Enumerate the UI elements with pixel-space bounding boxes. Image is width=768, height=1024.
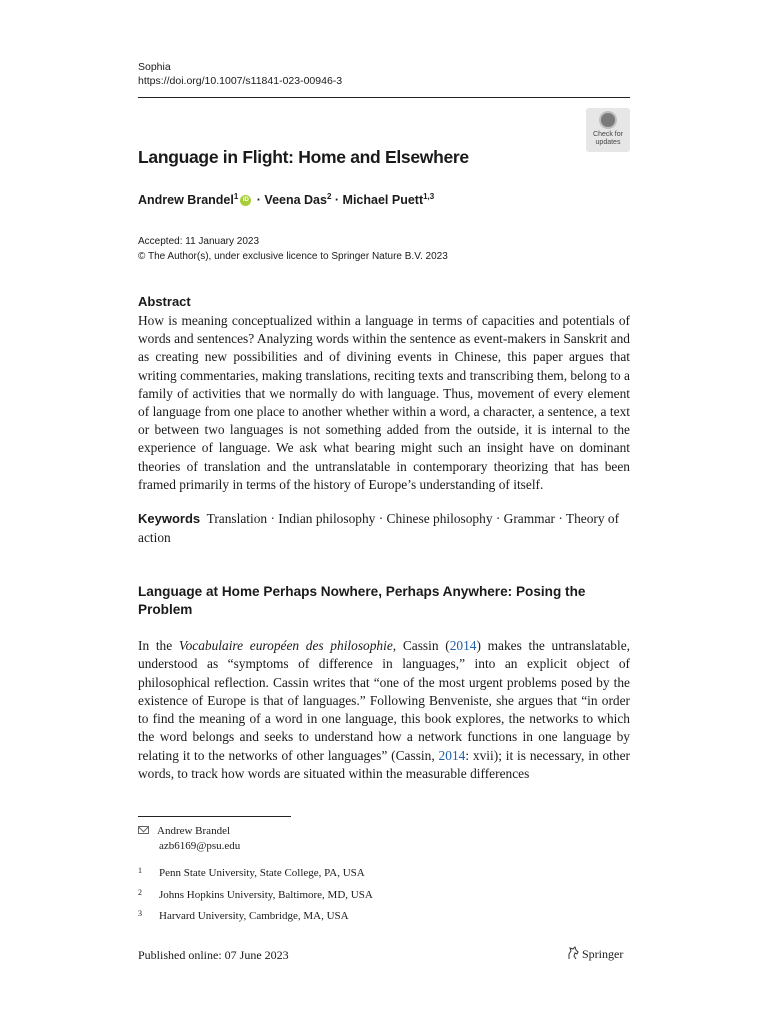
check-updates-line2: updates [595,138,621,146]
keywords [138,510,630,547]
affiliation-number: 2 [138,888,142,897]
article-title: Language in Flight: Home and Elsewhere [138,147,469,167]
contact-name: Andrew Brandel [157,825,231,837]
accepted-date: Accepted: 11 January 2023 [138,236,260,247]
publisher-name: Springer [582,947,624,961]
doi-link[interactable]: https://doi.org/10.1007/s11841-023-00946-3 [138,75,343,87]
affiliation-number: 3 [138,909,142,918]
abstract-text: How is meaning conceptualized within a language in terms of capacities and potentials of words and sentences? Analyzing words within the sentence as event-makers in Sanskrit and as creating new possibilities and of divining events in Chinese, this paper argues that writing commentaries, making translations, reciting texts and transcribing them, belong to a family of activities that we normally do with language. Thus, movement of every element of language from one place to another whether within a word, a character, a sentence, a text or between two languages is not something added from the outside, it is internal to the experience of language. We ask what bearing might such an insight have on dominant theories of translation and the untranslatable in contemporary theorizing that has been framed primarily in terms of the history of Europe’s understanding of itself. [138,313,630,492]
italic-title: Vocabulaire européen des philosophie [178,638,393,653]
author-separator: · [331,193,343,208]
corresponding-author [138,824,240,854]
journal-name: Sophia [138,61,171,73]
keywords-label: Keywords [138,511,201,526]
author-name[interactable]: Veena Das [264,193,327,208]
affiliation [138,866,365,879]
abstract-heading: Abstract [138,294,191,309]
affiliation [138,888,373,901]
contact-email[interactable]: azb6169@psu.edu [159,839,241,852]
body-text-run: ) makes the untranslatable, understood as “symptoms of difference in languages,” into an explicit object of philosophical reflection. Cassin writes that “one of the most urgent problems posed by the existence of Europe is that of languages.” Following Benveniste, she argues that “in order to find the meaning of a word in one language, this book explores, the networks to which the word belongs and seeks to understand how a network functions in one language by relating it to the networks of other languages” (Cassin, [138,638,630,763]
journal-header [138,60,342,88]
author-affil: 1,3 [423,192,435,201]
published-date: Published online: 07 June 2023 [138,948,289,962]
author-affil: 1 [233,192,239,201]
citation-link[interactable]: 2014 [449,638,477,653]
footnote-rule [138,816,291,817]
copyright-line: © The Author(s), under exclusive licence to Springer Nature B.V. 2023 [138,250,448,262]
check-for-updates-icon[interactable] [586,108,630,152]
envelope-icon [138,826,149,834]
citation-link[interactable]: 2014 [438,747,466,763]
check-updates-line1: Check for [593,131,623,138]
orcid-icon[interactable]: iD [240,195,251,206]
affiliation-number: 1 [138,866,142,875]
author-affil: 2 [326,192,332,201]
affiliation-text: Johns Hopkins University, Baltimore, MD, USA [159,889,373,901]
publisher-logo [566,946,623,962]
affiliation [138,909,349,922]
article-dates [138,235,448,264]
section-heading: Language at Home Perhaps Nowhere, Perhaps Anywhere: Posing the Problem [138,584,586,617]
body-text-run: : xvii); it is necessary, in other words, to track how words are situated within the measurable differences [138,747,630,782]
keywords-list: Translation · Indian philosophy · Chinese philosophy · Grammar · Theory of action [138,511,620,545]
author-list [138,192,434,207]
body-text-run: , Cassin ( [392,638,450,653]
author-name[interactable]: Michael Puett [342,193,424,208]
body-paragraph [138,637,630,783]
author-separator: · [253,193,265,208]
body-text-run: In the [138,638,179,653]
affiliation-text: Harvard University, Cambridge, MA, USA [159,910,349,922]
springer-horse-icon [566,946,580,960]
author-name[interactable]: Andrew Brandel [138,193,234,208]
header-rule [138,97,630,98]
affiliation-text: Penn State University, State College, PA, USA [159,867,365,879]
